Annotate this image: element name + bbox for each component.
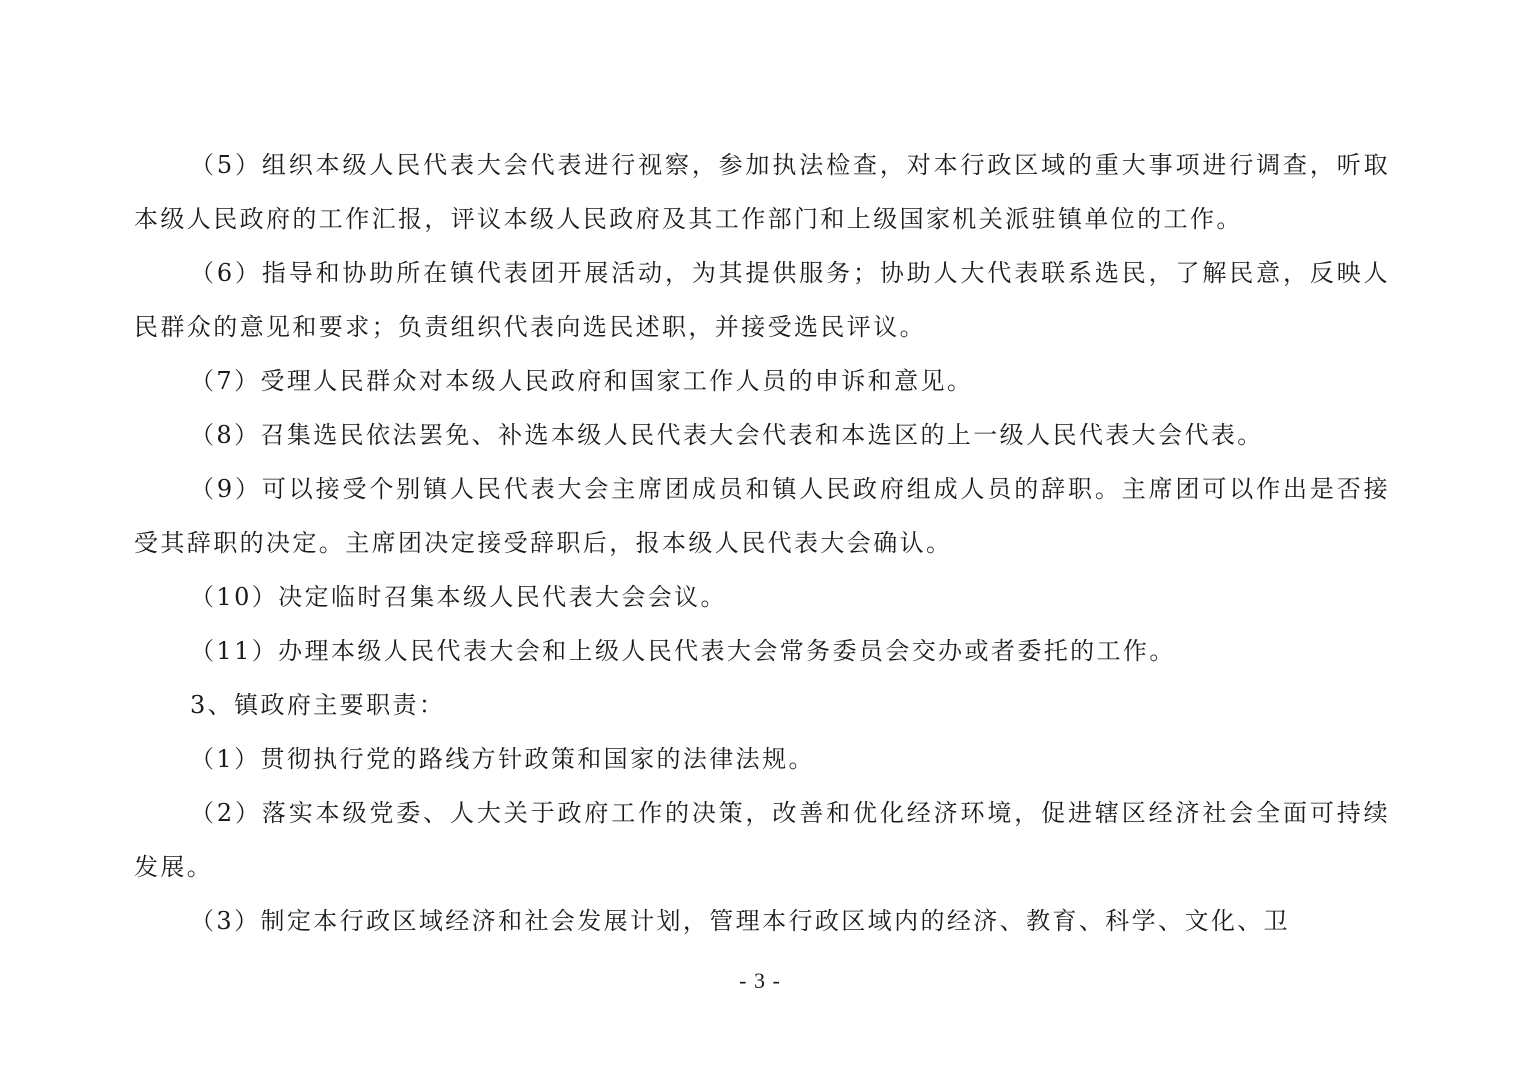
paragraph-item-11: （11）办理本级人民代表大会和上级人民代表大会常务委员会交办或者委托的工作。 — [190, 637, 1176, 665]
paragraph-duty-1: （1）贯彻执行党的路线方针政策和国家的法律法规。 — [190, 745, 815, 773]
paragraph-item-6: （6）指导和协助所在镇代表团开展活动，为其提供服务；协助人大代表联系选民，了解民意，反映人民群众的意见和要求；负责组织代表向选民述职，并接受选民评议。 — [134, 259, 1390, 341]
paragraph-item-5: （5）组织本级人民代表大会代表进行视察，参加执法检查，对本行政区域的重大事项进行调查，听取本级人民政府的工作汇报，评议本级人民政府及其工作部门和上级国家机关派驻镇单位的工作。 — [134, 151, 1390, 233]
paragraph-duty-2: （2）落实本级党委、人大关于政府工作的决策，改善和优化经济环境，促进辖区经济社会全面可持续发展。 — [134, 799, 1390, 881]
paragraph-duty-3: （3）制定本行政区域经济和社会发展计划，管理本行政区域内的经济、教育、科学、文化、卫 — [190, 907, 1291, 935]
document-body — [134, 138, 1390, 948]
paragraph-item-7: （7）受理人民群众对本级人民政府和国家工作人员的申诉和意见。 — [190, 367, 974, 395]
paragraph-item-10: （10）决定临时召集本级人民代表大会会议。 — [190, 583, 727, 611]
paragraph-item-9: （9）可以接受个别镇人民代表大会主席团成员和镇人民政府组成人员的辞职。主席团可以作出是否接受其辞职的决定。主席团决定接受辞职后，报本级人民代表大会确认。 — [134, 475, 1390, 557]
paragraph-item-8: （8）召集选民依法罢免、补选本级人民代表大会代表和本选区的上一级人民代表大会代表。 — [190, 421, 1264, 449]
page-number: - 3 - — [739, 968, 781, 993]
section-heading-town-government: 3、镇政府主要职责： — [190, 691, 446, 719]
